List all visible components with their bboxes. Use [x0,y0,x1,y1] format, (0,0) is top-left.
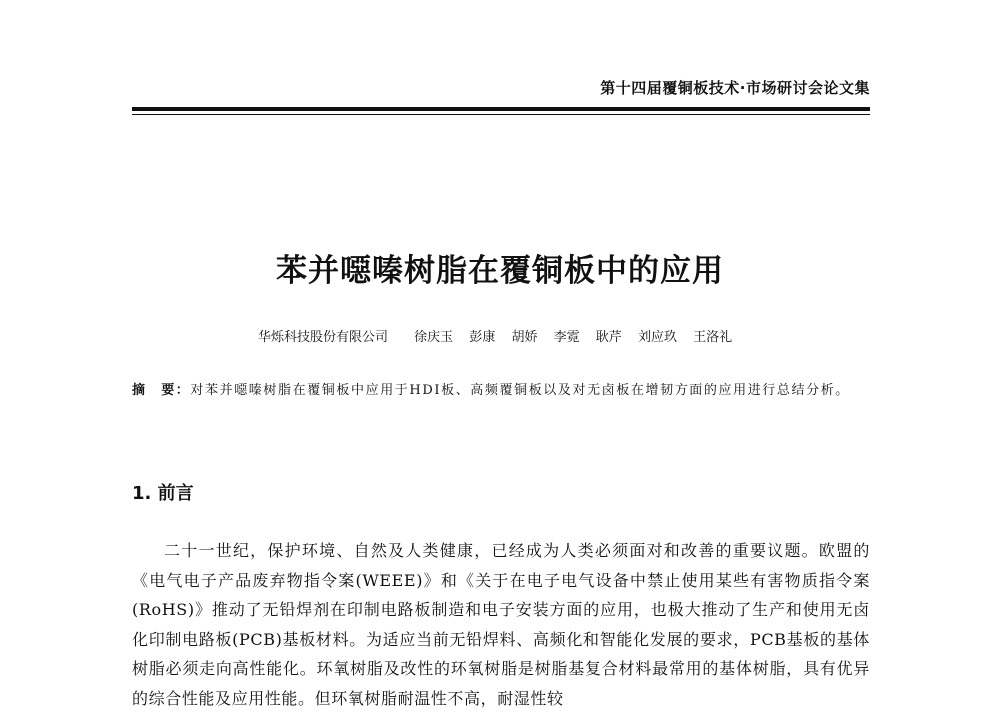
abstract-text: 对苯并噁嗪树脂在覆铜板中应用于HDI板、高频覆铜板以及对无卤板在增韧方面的应用进行总结分析。 [190,383,850,398]
body-paragraph [132,536,870,714]
author-name: 徐庆玉 [414,330,454,345]
header-rule-thin [132,114,870,115]
running-header: 第十四届覆铜板技术·市场研讨会论文集 [600,79,870,97]
affiliation: 华烁科技股份有限公司 [258,330,389,345]
author-name: 李霓 [553,330,580,345]
abstract [132,376,870,405]
author-name: 胡娇 [511,330,538,345]
author-name: 彭康 [469,330,496,345]
author-name: 王洛礼 [693,330,733,345]
section-heading: 1. 前言 [132,483,194,504]
author-name: 耿芹 [595,330,622,345]
abstract-label: 摘 要： [132,383,191,398]
author-name: 刘应玖 [637,330,677,345]
header-rule-thick [132,107,870,111]
paper-title: 苯并噁嗪树脂在覆铜板中的应用 [276,253,724,289]
paragraph-text: 二十一世纪，保护环境、自然及人类健康，已经成为人类必须面对和改善的重要议题。欧盟的《电气电子产品废弃物指令案(WEEE)》和《关于在电子电气设备中禁止使用某些有害物质指令案(RoHS)》推动了无铅焊剂在印制电路板制造和电子安装方面的应用，也极大推动了生产和使用无卤化印制电路板(PCB)基板材料。为适应当前无铅焊料、高频化和智能化发展的要求，PCB基板的基体树脂必须走向高性能化。环氧树脂及改性的环氧树脂是树脂基复合材料最常用的基体树脂，具有优异的综合性能及应用性能。但环氧树脂耐温性不高，耐湿性较 [132,541,870,708]
author-line [258,326,744,345]
